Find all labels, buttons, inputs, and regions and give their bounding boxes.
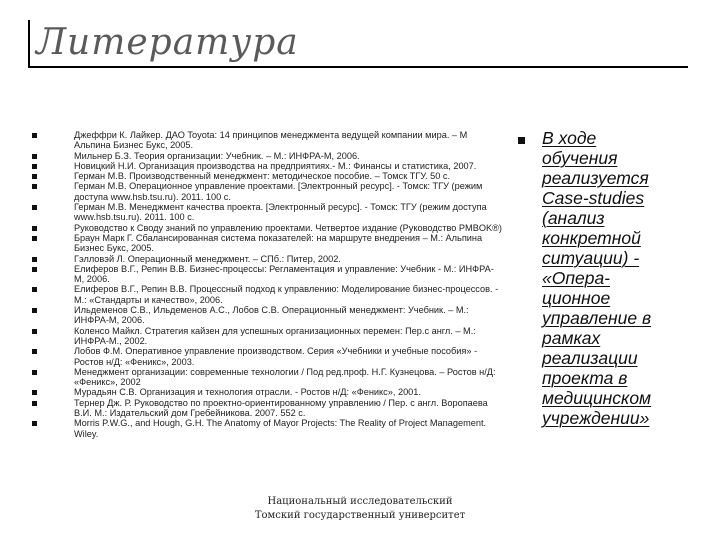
reference-item bbox=[32, 161, 502, 171]
bullet-square-icon bbox=[32, 133, 37, 138]
reference-item bbox=[32, 171, 502, 181]
reference-text: Тернер Дж. Р. Руководство по проектно-ориентированному управлению / Пер. с англ. Воропаева В.И. М.: Издательский дом Гребейникова. 2007. 552 с. bbox=[74, 397, 488, 419]
case-study-text: В ходе обучения реализуется Case-studies (анализ конкретной ситуации) - «Опера- ционное управление в рамках реализации проекта в медицинском учреждении» bbox=[542, 128, 652, 428]
bullet-square-icon bbox=[32, 308, 37, 313]
reference-item bbox=[32, 181, 502, 202]
reference-item bbox=[32, 346, 502, 367]
bullet-square-icon bbox=[32, 184, 37, 189]
reference-item bbox=[32, 284, 502, 305]
bullet-square-icon bbox=[518, 137, 525, 144]
footer bbox=[210, 495, 510, 523]
reference-item bbox=[32, 367, 502, 388]
reference-text: Руководство к Своду знаний по управлению проектами. Четвертое издание (Руководство PMBOK®) bbox=[74, 222, 502, 233]
reference-item bbox=[32, 418, 502, 439]
reference-text: Елиферов В.Г., Репин В.В. Процессный подход к управлению: Моделирование бизнес-процессов. - М.: «Стандарты и качество», 2006. bbox=[74, 284, 499, 305]
bullet-square-icon bbox=[32, 154, 37, 159]
reference-item bbox=[32, 398, 502, 419]
bullet-square-icon bbox=[32, 370, 37, 375]
reference-text: Джеффри К. Лайкер. ДАО Toyota: 14 принципов менеджмента ведущей компании мира. – М Альпина Бизнес Букс, 2005. bbox=[74, 130, 468, 151]
title-rule-vertical bbox=[28, 20, 30, 68]
reference-list bbox=[32, 130, 502, 439]
reference-item bbox=[32, 130, 502, 151]
bullet-square-icon bbox=[32, 287, 37, 292]
title-rule-horizontal bbox=[28, 66, 688, 68]
reference-text: Коленсо Майкл. Стратегия кайзен для успешных организационных перемен: Пер.с англ. – М.: ИНФРА-М., 2002. bbox=[74, 325, 476, 346]
reference-item bbox=[32, 387, 502, 397]
slide-title: Литература bbox=[36, 22, 299, 63]
bullet-square-icon bbox=[32, 390, 37, 395]
reference-text: Менеджмент организации: современные технологии / Под ред.проф. Н.Г. Кузнецова. – Ростов н/Д: «Феникс», 2002 bbox=[74, 366, 496, 388]
bullet-square-icon bbox=[32, 257, 37, 262]
reference-item bbox=[32, 151, 502, 161]
reference-text: Мурадьян С.В. Организация и технология отрасли. - Ростов н/Д: «Феникс», 2001. bbox=[74, 387, 421, 398]
bullet-square-icon bbox=[32, 174, 37, 179]
reference-item bbox=[32, 223, 502, 233]
reference-text: Мильнер Б.З. Теория организации: Учебник. – М.: ИНФРА-М, 2006. bbox=[74, 150, 360, 161]
reference-item bbox=[32, 326, 502, 347]
bullet-square-icon bbox=[32, 401, 37, 406]
bullet-square-icon bbox=[32, 267, 37, 272]
reference-item bbox=[32, 264, 502, 285]
reference-item bbox=[32, 254, 502, 264]
reference-item bbox=[32, 202, 502, 223]
bullet-square-icon bbox=[32, 236, 37, 241]
case-study-note bbox=[518, 128, 698, 428]
reference-text: Лобов Ф.М. Оперативное управление производством. Серия «Учебники и учебные пособия» - Ростов н/Д: «Феникс», 2003. bbox=[74, 346, 478, 367]
bullet-square-icon bbox=[32, 329, 37, 334]
reference-item bbox=[32, 233, 502, 254]
reference-text: Новицкий Н.И. Организация производства на предприятиях.- М.: Финансы и статистика, 2007. bbox=[74, 160, 477, 171]
reference-text: Гэлловэй Л. Операционный менеджмент. – СПб.: Питер, 2002. bbox=[74, 253, 341, 264]
reference-text: Браун Марк Г. Сбалансированная система показателей: на маршруте внедрения – М.: Альпина Бизнес Букс, 2005. bbox=[74, 232, 483, 254]
reference-text: Ильдеменов С.В., Ильдеменов А.С., Лобов С.В. Операционный менеджмент: Учебник. – М.: ИНФРА-М, 2006. bbox=[74, 305, 469, 326]
bullet-square-icon bbox=[32, 164, 37, 169]
bullet-square-icon bbox=[32, 421, 37, 426]
footer-line-1: Национальный исследовательский bbox=[267, 496, 453, 507]
bullet-square-icon bbox=[32, 226, 37, 231]
reference-text: Morris P.W.G., and Hough, G.H. The Anatomy of Mayor Projects: The Reality of Project Management. Wiley. bbox=[74, 418, 487, 439]
reference-text: Герман М.В. Менеджмент качества проекта. [Электронный ресурс]. - Томск: ТГУ (режим доступа www.hsb.tsu.ru). 2011. 100 с. bbox=[74, 202, 487, 223]
bullet-square-icon bbox=[32, 349, 37, 354]
reference-text: Елиферов В.Г., Репин В.В. Бизнес-процессы: Регламентация и управление: Учебник - М.: ИНФРА-М, 2006. bbox=[74, 263, 494, 285]
bullet-square-icon bbox=[32, 205, 37, 210]
reference-text: Герман М.В. Операционное управление проектами. [Электронный ресурс]. - Томск: ТГУ (режим доступа www.hsb.tsu.ru). 2011. 100 с. bbox=[74, 181, 483, 202]
footer-line-2: Томский государственный университет bbox=[254, 510, 466, 521]
reference-item bbox=[32, 305, 502, 326]
reference-text: Герман М.В. Производственный менеджмент: методическое пособие. – Томск ТГУ. 50 с. bbox=[74, 171, 451, 182]
